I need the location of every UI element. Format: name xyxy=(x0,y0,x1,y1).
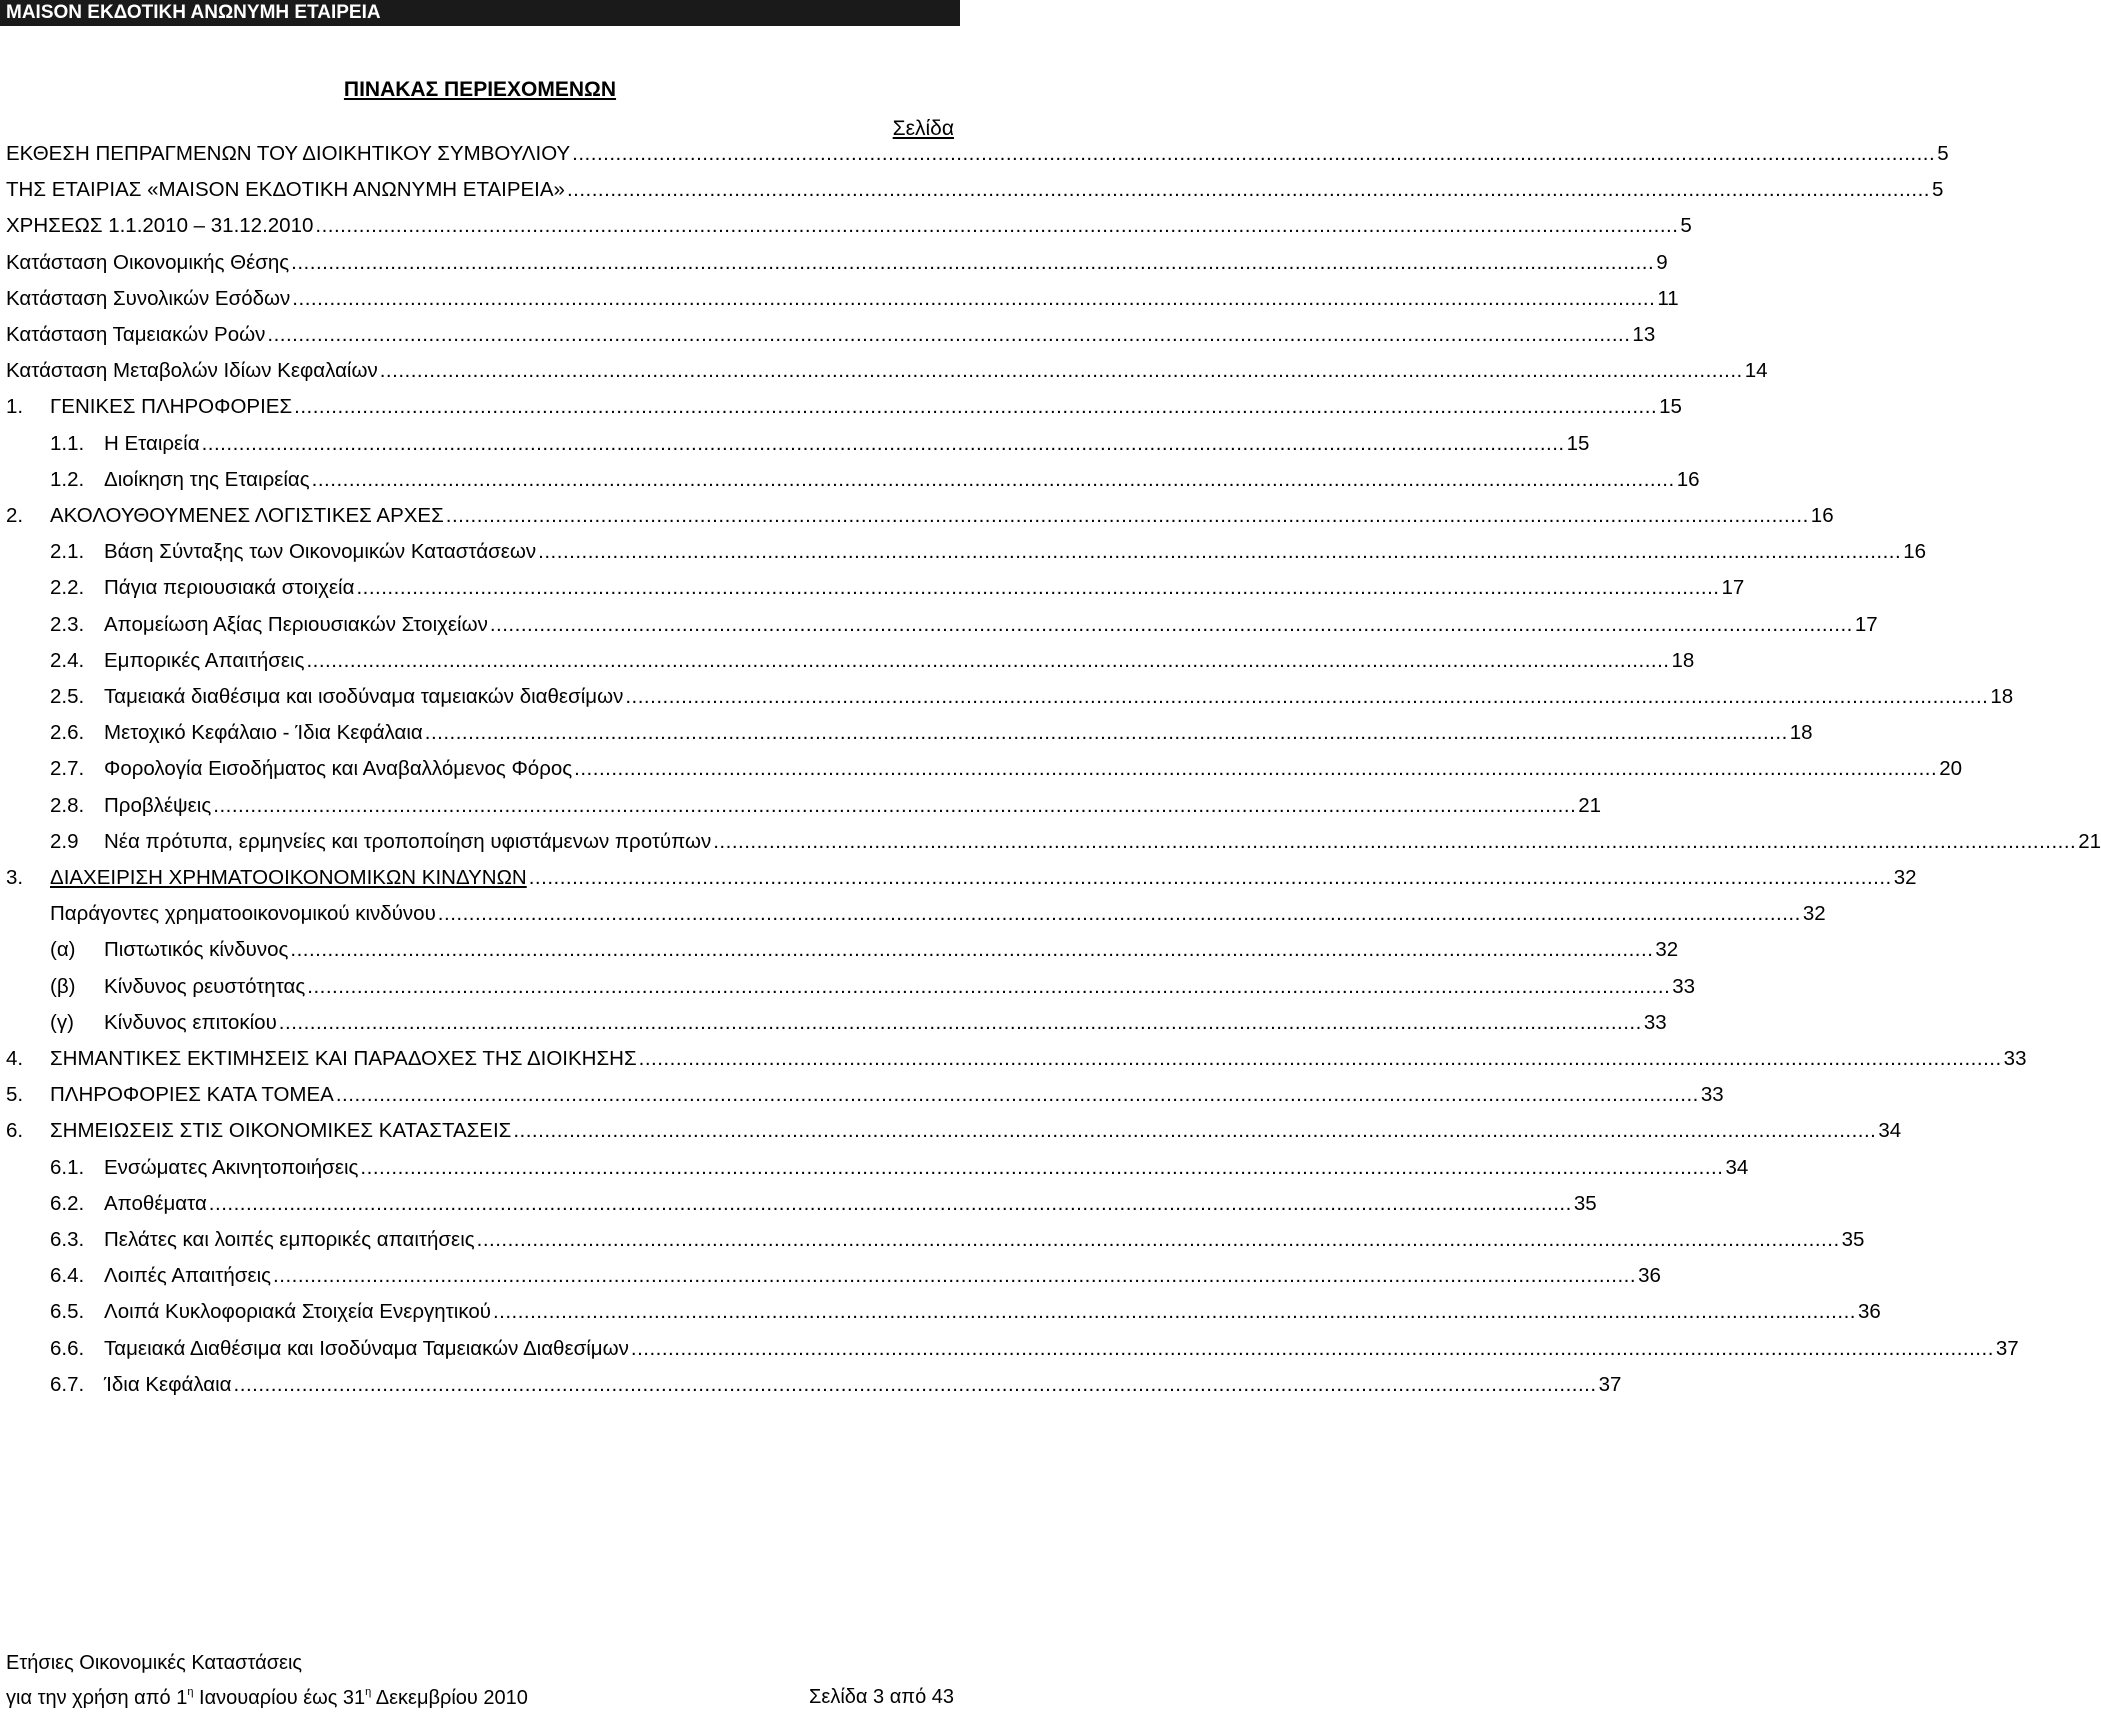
footer-period-c: Δεκεμβρίου 2010 xyxy=(371,1687,528,1709)
toc-entry-number: (γ) xyxy=(50,1010,74,1034)
toc-entry-number: 2.9 xyxy=(50,829,79,853)
toc-entry-page: 5 xyxy=(1937,142,1949,165)
toc-entry-title: Κατάσταση Συνολικών Εσόδων xyxy=(6,286,291,310)
document-header: MAISON ΕΚΔΟΤΙΚΗ ΑΝΩΝΥΜΗ ΕΤΑΙΡΕΙΑ xyxy=(0,0,960,26)
toc-entry[interactable] xyxy=(0,607,1878,643)
toc-entry[interactable] xyxy=(0,317,1656,353)
toc-entry-title: Λοιπές Απαιτήσεις xyxy=(104,1264,272,1288)
toc-entry-page: 17 xyxy=(1854,612,1878,636)
toc-entry[interactable] xyxy=(0,1077,1724,1113)
toc-entry-title: Πάγια περιουσιακά στοιχεία xyxy=(104,576,355,600)
toc-entry-title: Ταμειακά διαθέσιμα και ισοδύναμα ταμειακών διαθεσίμων xyxy=(104,685,624,708)
toc-entry-page: 36 xyxy=(1857,1300,1881,1324)
toc-entry[interactable] xyxy=(0,896,1826,932)
toc-entry-page: 33 xyxy=(1643,1010,1667,1034)
toc-entry-title: Ενσώματες Ακινητοποιήσεις xyxy=(104,1155,359,1179)
dot-leader: ............................................................................................................................................................................................................................ xyxy=(437,902,1801,926)
toc-entry-page: 33 xyxy=(2003,1047,2027,1070)
toc-entry-title: Εμπορικές Απαιτήσεις xyxy=(104,648,305,672)
toc-entry-title: Διοίκηση της Εταιρείας xyxy=(104,467,310,491)
toc-entry-page: 16 xyxy=(1676,467,1700,491)
toc-entry-page: 34 xyxy=(1725,1155,1749,1179)
toc-entry-number: 2.6. xyxy=(50,721,85,745)
toc-entry[interactable] xyxy=(0,462,1700,498)
toc-entry[interactable] xyxy=(0,281,1679,317)
toc-entry-title: Κατάσταση Ταμειακών Ροών xyxy=(6,323,266,346)
dot-leader: ............................................................................................................................................................................................................................ xyxy=(290,938,1654,962)
dot-leader: ............................................................................................................................................................................................................................ xyxy=(489,612,1853,636)
toc-entry-title: Ίδια Κεφάλαια xyxy=(104,1372,232,1396)
toc-entry[interactable] xyxy=(0,715,1813,751)
toc-entry-page: 35 xyxy=(1573,1191,1597,1215)
toc-entry-number: 6.2. xyxy=(50,1191,85,1215)
toc-entry[interactable] xyxy=(0,208,1692,244)
toc-entry[interactable] xyxy=(0,1150,1749,1186)
toc-entry-title: Πιστωτικός κίνδυνος xyxy=(104,938,289,962)
footer-period xyxy=(6,1686,528,1710)
toc-entry-number: 4. xyxy=(6,1047,24,1070)
dot-leader: ............................................................................................................................................................................................................................ xyxy=(307,974,1671,998)
toc-entry-page: 32 xyxy=(1893,866,1917,889)
toc-entry-page: 11 xyxy=(1657,286,1679,310)
toc-entry-number: 2. xyxy=(6,504,24,527)
page-column-heading: Σελίδα xyxy=(892,117,954,140)
toc-entry-number: 3. xyxy=(6,866,24,889)
toc-entry-number: 2.5. xyxy=(50,685,85,708)
toc-entry-number: 2.4. xyxy=(50,648,85,672)
toc-entry-page: 18 xyxy=(1990,685,2014,708)
toc-entry-title: Κίνδυνος ρευστότητας xyxy=(104,974,306,998)
toc-entry[interactable] xyxy=(0,751,1962,787)
toc-entry[interactable] xyxy=(0,389,1682,425)
toc-entry[interactable] xyxy=(0,932,1679,968)
toc-entry-title: Η Εταιρεία xyxy=(104,431,200,455)
toc-entry-number: (β) xyxy=(50,974,76,998)
toc-entry[interactable] xyxy=(0,1222,1865,1258)
dot-leader: ............................................................................................................................................................................................................................ xyxy=(356,576,1720,600)
dot-leader: ............................................................................................................................................................................................................................ xyxy=(638,1047,2002,1070)
dot-leader: ............................................................................................................................................................................................................................ xyxy=(424,721,1788,745)
toc-entry-number: 5. xyxy=(6,1083,24,1107)
dot-leader: ............................................................................................................................................................................................................................ xyxy=(315,214,1679,238)
toc-entry[interactable] xyxy=(0,353,1768,389)
toc-entry-title: Κίνδυνος επιτοκίου xyxy=(104,1010,277,1034)
toc-entry-number: 2.7. xyxy=(50,757,85,781)
toc-entry-page: 32 xyxy=(1655,938,1679,962)
toc-entry-title: Βάση Σύνταξης των Οικονομικών Καταστάσεων xyxy=(104,540,537,564)
toc-entry-page: 14 xyxy=(1744,359,1768,383)
toc-entry-title: Μετοχικό Κεφάλαιο - Ίδια Κεφάλαια xyxy=(104,721,423,745)
toc-entry-number: 2.3. xyxy=(50,612,85,636)
dot-leader: ............................................................................................................................................................................................................................ xyxy=(294,395,1658,419)
toc-entry-page: 17 xyxy=(1721,576,1745,600)
toc-entry[interactable] xyxy=(0,136,1949,172)
toc-entry[interactable] xyxy=(0,570,1745,606)
dot-leader: ............................................................................................................................................................................................................................ xyxy=(278,1010,1642,1034)
toc-entry-title: ΣΗΜΕΙΩΣΕΙΣ ΣΤΙΣ ΟΙΚΟΝΟΜΙΚΕΣ ΚΑΤΑΣΤΑΣΕΙΣ xyxy=(50,1119,512,1143)
toc-entry-number: 2.8. xyxy=(50,793,85,817)
toc-entry[interactable] xyxy=(0,534,1926,570)
toc-entry-number: 1.1. xyxy=(50,431,85,455)
toc-entry-number: 6.4. xyxy=(50,1264,85,1288)
toc-entry-number: 2.1. xyxy=(50,540,85,564)
dot-leader: ............................................................................................................................................................................................................................ xyxy=(208,1191,1572,1215)
toc-entry-title: Νέα πρότυπα, ερμηνείες και τροποποίηση υφιστάμενων προτύπων xyxy=(104,829,712,853)
toc-entry-page: 33 xyxy=(1700,1083,1724,1107)
toc-entry-page: 21 xyxy=(1578,793,1602,817)
toc-entry-page: 36 xyxy=(1638,1264,1661,1288)
dot-leader: ............................................................................................................................................................................................................................ xyxy=(630,1336,1994,1360)
toc-entry-page: 5 xyxy=(1931,178,1944,202)
toc-entry-number: 1. xyxy=(6,395,24,419)
toc-entry-page: 20 xyxy=(1939,757,1962,781)
toc-entry[interactable] xyxy=(0,245,1668,281)
toc-entry-title: ΑΚΟΛΟΥΘΟΥΜΕΝΕΣ ΛΟΓΙΣΤΙΚΕΣ ΑΡΧΕΣ xyxy=(50,504,444,527)
toc-entry-title: Πελάτες και λοιπές εμπορικές απαιτήσεις xyxy=(104,1228,475,1251)
toc-entry[interactable] xyxy=(0,1258,1661,1294)
toc-entry[interactable] xyxy=(0,498,1834,534)
toc-entry-page: 21 xyxy=(2078,829,2101,853)
toc-entry-page: 32 xyxy=(1802,902,1826,926)
dot-leader: ............................................................................................................................................................................................................................ xyxy=(572,142,1936,165)
toc-entry-page: 15 xyxy=(1566,431,1590,455)
toc-entry-page: 33 xyxy=(1672,974,1696,998)
toc-entry[interactable] xyxy=(0,824,2101,860)
toc-entry-title: Ταμειακά Διαθέσιμα και Ισοδύναμα Ταμειακών Διαθεσίμων xyxy=(104,1336,629,1360)
toc-entry-page: 15 xyxy=(1659,395,1682,419)
toc-entry[interactable] xyxy=(0,643,1695,679)
toc-entry-title: Φορολογία Εισοδήματος και Αναβαλλόμενος Φόρος xyxy=(104,757,573,781)
toc-entry[interactable] xyxy=(0,1005,1667,1041)
dot-leader: ............................................................................................................................................................................................................................ xyxy=(335,1083,1699,1107)
dot-leader: ............................................................................................................................................................................................................................ xyxy=(625,685,1989,708)
toc-entry-title: Αποθέματα xyxy=(104,1191,207,1215)
toc-entry-page: 35 xyxy=(1841,1228,1865,1251)
toc-entry-title: Κατάσταση Οικονομικής Θέσης xyxy=(6,250,290,274)
toc-entry-title: Παράγοντες χρηματοοικονομικού κινδύνου xyxy=(50,902,436,926)
toc-entry[interactable] xyxy=(0,1186,1597,1222)
dot-leader: ............................................................................................................................................................................................................................ xyxy=(379,359,1743,383)
footer-period-b: Ιανουαρίου έως 31 xyxy=(193,1687,366,1709)
toc-entry[interactable] xyxy=(0,1113,1902,1149)
dot-leader: ............................................................................................................................................................................................................................ xyxy=(233,1372,1597,1396)
dot-leader: ............................................................................................................................................................................................................................ xyxy=(292,286,1656,310)
toc-entry-number: 2.2. xyxy=(50,576,85,600)
dot-leader: ............................................................................................................................................................................................................................ xyxy=(528,866,1892,889)
toc-entry-number: 6.7. xyxy=(50,1372,85,1396)
toc-entry-number: 6.3. xyxy=(50,1228,85,1251)
dot-leader: ............................................................................................................................................................................................................................ xyxy=(574,757,1938,781)
dot-leader: ............................................................................................................................................................................................................................ xyxy=(566,178,1930,202)
dot-leader: ............................................................................................................................................................................................................................ xyxy=(713,829,2077,853)
dot-leader: ............................................................................................................................................................................................................................ xyxy=(513,1119,1877,1143)
toc-entry-page: 16 xyxy=(1903,540,1926,564)
toc-entry-page: 37 xyxy=(1995,1336,2019,1360)
toc-entry[interactable] xyxy=(0,788,1602,824)
toc-entry-title: ΤΗΣ ΕΤΑΙΡΙΑΣ «MAISON ΕΚΔΟΤΙΚΗ ΑΝΩΝΥΜΗ ΕΤΑΙΡΕΙΑ» xyxy=(6,178,565,202)
toc-entry-number: (α) xyxy=(50,938,76,962)
toc-entry-title: ΠΛΗΡΟΦΟΡΙΕΣ ΚΑΤΑ ΤΟΜΕΑ xyxy=(50,1083,334,1107)
footer-period-a: για την χρήση από 1 xyxy=(6,1687,188,1709)
toc-entry-number: 1.2. xyxy=(50,467,85,491)
dot-leader: ............................................................................................................................................................................................................................ xyxy=(267,323,1631,346)
toc-entry-page: 37 xyxy=(1598,1372,1622,1396)
toc-entry[interactable] xyxy=(0,172,1944,208)
dot-leader: ............................................................................................................................................................................................................................ xyxy=(273,1264,1637,1288)
toc-entry[interactable] xyxy=(0,426,1590,462)
dot-leader: ............................................................................................................................................................................................................................ xyxy=(538,540,1902,564)
toc-entry-title: ΣΗΜΑΝΤΙΚΕΣ ΕΚΤΙΜΗΣΕΙΣ ΚΑΙ ΠΑΡΑΔΟΧΕΣ ΤΗΣ ΔΙΟΙΚΗΣΗΣ xyxy=(50,1047,637,1070)
toc-entry-page: 9 xyxy=(1656,250,1668,274)
dot-leader: ............................................................................................................................................................................................................................ xyxy=(492,1300,1856,1324)
dot-leader: ............................................................................................................................................................................................................................ xyxy=(306,648,1670,672)
toc-entry-page: 18 xyxy=(1671,648,1695,672)
toc-entry-page: 18 xyxy=(1789,721,1813,745)
dot-leader: ............................................................................................................................................................................................................................ xyxy=(201,431,1565,455)
toc-entry-number: 6. xyxy=(6,1119,24,1143)
toc-entry-title: ΧΡΗΣΕΩΣ 1.1.2010 – 31.12.2010 xyxy=(6,214,314,238)
toc-entry-title: ΓΕΝΙΚΕΣ ΠΛΗΡΟΦΟΡΙΕΣ xyxy=(50,395,293,419)
footer-page-info: Σελίδα 3 από 43 xyxy=(809,1686,954,1708)
dot-leader: ............................................................................................................................................................................................................................ xyxy=(360,1155,1724,1179)
toc-entry-number: 6.6. xyxy=(50,1336,85,1360)
toc-entry[interactable] xyxy=(0,1041,2027,1077)
dot-leader: ............................................................................................................................................................................................................................ xyxy=(291,250,1655,274)
footer-period-sup2: η xyxy=(365,1686,372,1698)
footer-title: Ετήσιες Οικονομικές Καταστάσεις xyxy=(6,1652,303,1674)
toc-entry[interactable] xyxy=(0,1294,1881,1330)
toc-title: ΠΙΝΑΚΑΣ ΠΕΡΙΕΧΟΜΕΝΩΝ xyxy=(343,78,617,101)
toc-entry-number: 6.1. xyxy=(50,1155,85,1179)
toc-entry-page: 5 xyxy=(1680,214,1692,238)
toc-entry[interactable] xyxy=(0,1367,1622,1403)
toc-entry-title: ΕΚΘΕΣΗ ΠΕΠΡΑΓΜΕΝΩΝ ΤΟΥ ΔΙΟΙΚΗΤΙΚΟΥ ΣΥΜΒΟΥΛΙΟΥ xyxy=(6,142,571,165)
toc-entry[interactable] xyxy=(0,679,2014,715)
toc-entry[interactable] xyxy=(0,1331,2019,1367)
toc-entry-title: Προβλέψεις xyxy=(104,793,212,817)
toc-entry-title: ΔΙΑΧΕΙΡΙΣΗ ΧΡΗΜΑΤΟΟΙΚΟΝΟΜΙΚΩΝ ΚΙΝΔΥΝΩΝ xyxy=(50,866,527,889)
dot-leader: ............................................................................................................................................................................................................................ xyxy=(311,467,1675,491)
dot-leader: ............................................................................................................................................................................................................................ xyxy=(213,793,1577,817)
dot-leader: ............................................................................................................................................................................................................................ xyxy=(476,1228,1840,1251)
toc-entry-title: Λοιπά Κυκλοφοριακά Στοιχεία Ενεργητικού xyxy=(104,1300,491,1324)
dot-leader: ............................................................................................................................................................................................................................ xyxy=(445,504,1809,527)
toc-entry-page: 13 xyxy=(1632,323,1656,346)
toc-entry[interactable] xyxy=(0,860,1917,896)
toc-entry-page: 16 xyxy=(1810,504,1834,527)
toc-entry-number: 6.5. xyxy=(50,1300,85,1324)
toc-entry-title: Κατάσταση Μεταβολών Ιδίων Κεφαλαίων xyxy=(6,359,378,383)
footer-period-sup1: η xyxy=(187,1686,194,1698)
toc-entry[interactable] xyxy=(0,969,1696,1005)
toc-entry-title: Απομείωση Αξίας Περιουσιακών Στοιχείων xyxy=(104,612,488,636)
toc-entry-page: 34 xyxy=(1878,1119,1902,1143)
